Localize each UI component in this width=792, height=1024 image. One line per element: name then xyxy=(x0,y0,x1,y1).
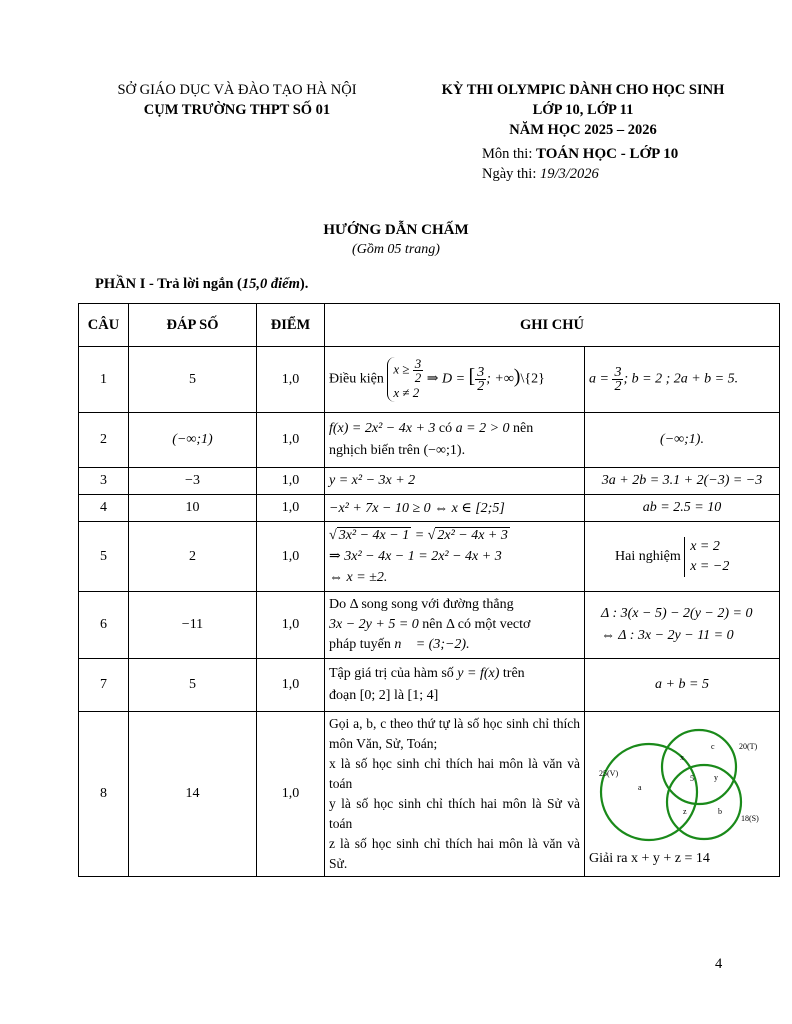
circle-su xyxy=(667,765,741,839)
solution-line: Giải ra x + y + z = 14 xyxy=(589,850,710,866)
date-label: Ngày thi: xyxy=(482,166,537,182)
venn-diagram xyxy=(589,722,774,847)
subject-value: TOÁN HỌC - LỚP 10 xyxy=(535,146,679,162)
doc-title: HƯỚNG DẪN CHẤM xyxy=(323,222,469,238)
table-row: 2 (−∞;1) 1,0 f(x) = 2x² − 4x + 3 có a = 2 > 0 nên nghịch biến trên (−∞;1). (−∞;1). xyxy=(79,413,780,468)
table-row: 3 −3 1,0 y = x² − 3x + 2 3a + 2b = 3.1 + 2(−3) = −3 xyxy=(79,468,780,495)
region-c: c xyxy=(711,741,715,751)
table-header-row xyxy=(79,304,780,347)
exam-name: KỲ THI OLYMPIC DÀNH CHO HỌC SINH xyxy=(441,82,725,98)
header-cau: CÂU xyxy=(79,304,129,347)
header-diem: ĐIỂM xyxy=(257,304,325,347)
table-row: 5 2 1,0 √ 3x² − 4x − 1 = √ 2x² − 4x + 3 ⇒ 3x² − 4x − 1 = 2x² − 4x + 3 ⇔ x = ±2. Hai nghiệm x = 2 x = −2 xyxy=(79,522,780,592)
answer-table xyxy=(78,303,780,877)
table-row: 4 10 1,0 −x² + 7x − 10 ≥ 0 ⇔ x ∈ [2;5] ab = 2.5 = 10 xyxy=(79,495,780,522)
date-line xyxy=(482,166,599,183)
school-cluster: CỤM TRƯỜNG THPT SỐ 01 xyxy=(143,102,331,118)
label-v: 25(V) xyxy=(599,768,619,778)
header-dap-so: ĐÁP SỐ xyxy=(129,304,257,347)
label-t: 20(T) xyxy=(739,741,758,751)
header-ghi-chu: GHI CHÚ xyxy=(325,304,780,347)
circle-toan xyxy=(662,730,736,804)
school-year: NĂM HỌC 2025 – 2026 xyxy=(509,122,657,138)
subject-label: Môn thi: xyxy=(482,146,533,162)
region-z: z xyxy=(683,806,687,816)
table-row: 7 5 1,0 Tập giá trị của hàm số y = f(x) trên đoạn [0; 2] là [1; 4] a + b = 5 xyxy=(79,659,780,712)
note-right: a = $\frac{3}{2}$ ; b = 2 ; 2a + b = 5. xyxy=(585,347,780,413)
page-number: 4 xyxy=(715,956,723,972)
note-left: Điều kiện x ≥ $\frac{3}{2}$ x ≠ 2 ⇒ D = [ $\frac{3}{2}$ ; +∞)\{2} xyxy=(325,347,585,413)
region-center: 5 xyxy=(690,773,694,783)
header-right xyxy=(418,80,748,140)
table-row: 6 −11 1,0 Do Δ song song với đường thẳng 3x − 2y + 5 = 0 nên Δ có một vectơ pháp tuyến n⃗ = (3;−2). Δ : 3(x − 5) − 2(y − 2) = 0 ⇔ Δ : 3x − 2y − 11 = 0 xyxy=(79,592,780,659)
header-left xyxy=(92,80,382,120)
exam-grades: LỚP 10, LỚP 11 xyxy=(532,102,634,118)
section-heading: PHẦN I - Trả lời ngắn (15,0 điểm). xyxy=(95,276,309,292)
label-s: 18(S) xyxy=(741,813,759,823)
department-name: SỞ GIÁO DỤC VÀ ĐÀO TẠO HÀ NỘI xyxy=(117,82,357,98)
date-value: 19/3/2026 xyxy=(540,166,599,182)
table-row: 8 14 1,0 Gọi a, b, c theo thứ tự là số học sinh chỉ thích môn Văn, Sử, Toán; x là số học sinh chỉ thích hai môn là văn và toán y là số học sinh chỉ thích hai môn là Sử và toán z là số học sinh chỉ thích hai môn là văn và Sử. 25(V) 20(T) 18(S) a c b x y z 5 Giải ra x + y + z = 14 xyxy=(79,712,780,877)
table-row: 1 5 1,0 Điều kiện x ≥ $\frac{3}{2}$ x ≠ 2 ⇒ D = [ $\frac{3}{2}$ ; +∞)\{2} a = $\frac{3}{2}$ ; b = 2 ; 2a + b = 5. xyxy=(79,347,780,413)
region-b: b xyxy=(718,806,722,816)
subject-line xyxy=(482,146,678,163)
region-a: a xyxy=(638,782,642,792)
doc-subtitle: (Gồm 05 trang) xyxy=(352,242,440,257)
region-x: x xyxy=(680,752,684,762)
region-y: y xyxy=(714,772,718,782)
